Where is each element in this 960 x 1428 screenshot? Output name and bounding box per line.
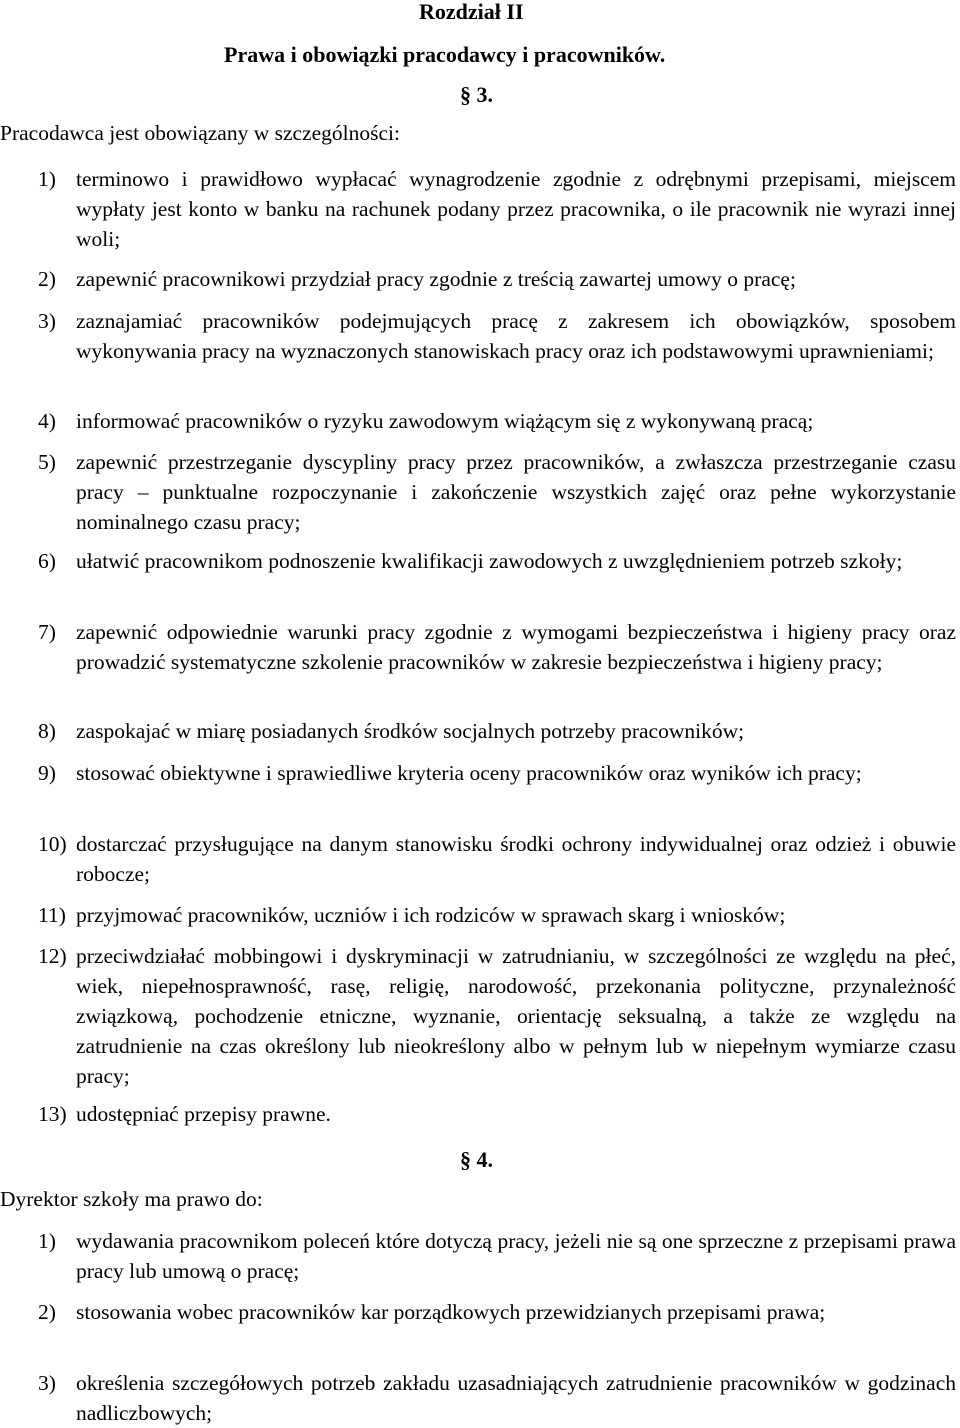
item-number: 6)	[38, 549, 56, 573]
item-number: 11)	[38, 903, 66, 927]
paragraph-number-4: § 4.	[460, 1147, 493, 1172]
item-number: 1)	[38, 167, 56, 191]
paragraph-number-3: § 3.	[460, 82, 493, 107]
item-number: 12)	[38, 944, 67, 968]
item-number: 2)	[38, 1300, 56, 1324]
item-number: 9)	[38, 761, 56, 785]
item-text: przeciwdziałać mobbingowi i dyskryminacji w zatrudnianiu, w szczególności ze względu na płeć, wiek, niepełnosprawność, rasę, religię, narodowość, przekonania polityczne, przynależność związkową, pochodzenie etniczne, wyznanie, orientację seksualną, a także ze względu na zatrudnienie na czas określony lub nieokreślony albo w pełnym lub w niepełnym wymiarze czasu pracy;	[76, 944, 956, 1088]
item-text: zapewnić odpowiednie warunki pracy zgodnie z wymogami bezpieczeństwa i higieny pracy oraz prowadzić systematyczne szkolenie pracowników w zakresie bezpieczeństwa i higieny pracy;	[76, 620, 956, 674]
item-number: 7)	[38, 620, 56, 644]
item-number: 5)	[38, 450, 56, 474]
item-text: terminowo i prawidłowo wypłacać wynagrodzenie zgodnie z odrębnymi przepisami, miejscem wypłaty jest konto w banku na rachunek podany przez pracownika, o ile pracownik nie wyrazi innej woli;	[76, 167, 956, 251]
item-number: 3)	[38, 309, 56, 333]
item-number: 4)	[38, 409, 56, 433]
item-text: zapewnić przestrzeganie dyscypliny pracy przez pracowników, a zwłaszcza przestrzeganie czasu pracy – punktualne rozpoczynanie i zakończenie wszystkich zajęć oraz pełne wykorzystanie nominalnego czasu pracy;	[76, 450, 956, 534]
item-text: informować pracowników o ryzyku zawodowym wiążącym się z wykonywaną pracą;	[76, 409, 814, 433]
item-text: zaznajamiać pracowników podejmujących pracę z zakresem ich obowiązków, sposobem wykonywania pracy na wyznaczonych stanowiskach pracy oraz ich podstawowymi uprawnieniami;	[76, 309, 956, 363]
item-text: zapewnić pracownikowi przydział pracy zgodnie z treścią zawartej umowy o pracę;	[76, 267, 796, 291]
item-number: 1)	[38, 1229, 56, 1253]
page-title: Prawa i obowiązki pracodawcy i pracowników.	[224, 42, 666, 67]
item-text: udostępniać przepisy prawne.	[76, 1102, 331, 1126]
item-text: ułatwić pracownikom podnoszenie kwalifikacji zawodowych z uwzględnieniem potrzeb szkoły;	[76, 549, 903, 573]
item-number: 3)	[38, 1371, 56, 1395]
item-number: 2)	[38, 267, 56, 291]
item-number: 13)	[38, 1102, 67, 1126]
item-text: przyjmować pracowników, uczniów i ich rodziców w sprawach skarg i wniosków;	[76, 903, 786, 927]
item-number: 8)	[38, 719, 56, 743]
item-text: zaspokajać w miarę posiadanych środków socjalnych potrzeby pracowników;	[76, 719, 745, 743]
item-text: dostarczać przysługujące na danym stanowisku środki ochrony indywidualnej oraz odzież i obuwie robocze;	[76, 832, 956, 886]
chapter-heading: Rozdział II	[419, 0, 524, 24]
section4-intro: Dyrektor szkoły ma prawo do:	[0, 1187, 263, 1211]
item-text: wydawania pracownikom poleceń które dotyczą pracy, jeżeli nie są one sprzeczne z przepisami prawa pracy lub umową o pracę;	[76, 1229, 956, 1283]
item-number: 10)	[38, 832, 67, 856]
item-text: określenia szczegółowych potrzeb zakładu uzasadniających zatrudnienie pracowników w godzinach nadliczbowych;	[76, 1371, 956, 1425]
item-text: stosowania wobec pracowników kar porządkowych przewidzianych przepisami prawa;	[76, 1300, 826, 1324]
section3-intro: Pracodawca jest obowiązany w szczególności:	[0, 121, 400, 145]
item-text: stosować obiektywne i sprawiedliwe kryteria oceny pracowników oraz wyników ich pracy;	[76, 761, 862, 785]
